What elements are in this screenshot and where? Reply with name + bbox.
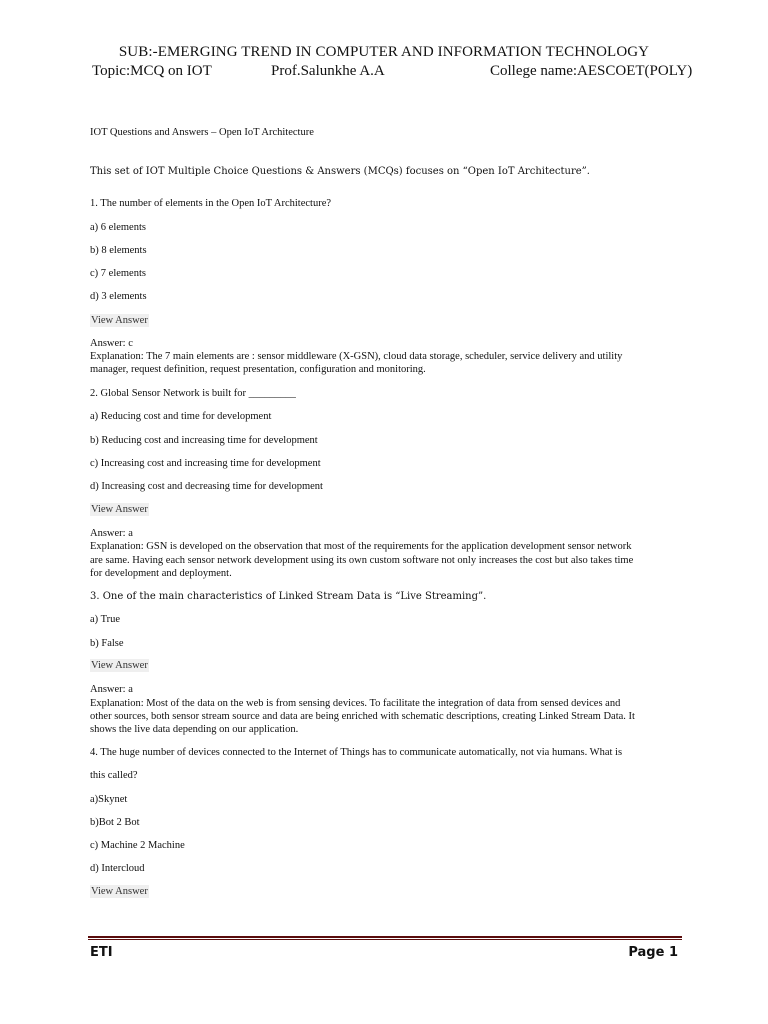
q3-explanation-line-3: shows the live data depending on our application. xyxy=(90,724,299,735)
question-3: 3. One of the main characteristics of Linked Stream Data is “Live Streaming”. xyxy=(90,591,487,602)
q2-option-a: a) Reducing cost and time for development xyxy=(90,411,272,422)
q2-explanation-line-2: are same. Having each sensor network development using its own custom software not only increases the cost but also takes time xyxy=(90,555,634,566)
question-4-line-2: this called? xyxy=(90,770,138,781)
q1-option-c: c) 7 elements xyxy=(90,268,146,279)
q1-option-a: a) 6 elements xyxy=(90,222,146,233)
q3-explanation-line-2: other sources, both sensor stream source and data are being enriched with schematic descriptions, creating Linked Stream Data. It xyxy=(90,711,635,722)
intro-title: IOT Questions and Answers – Open IoT Architecture xyxy=(90,127,314,138)
q4-option-d: d) Intercloud xyxy=(90,863,145,874)
question-4-line-1: 4. The huge number of devices connected to the Internet of Things has to communicate automatically, not via humans. What is xyxy=(90,747,623,758)
q1-explanation-line-2: manager, request definition, request presentation, configuration and monitoring. xyxy=(90,364,426,375)
q3-option-b: b) False xyxy=(90,638,124,649)
q4-option-b: b)Bot 2 Bot xyxy=(90,817,140,828)
footer-rule xyxy=(88,936,682,938)
college-label: College name:AESCOET(POLY) xyxy=(490,63,693,79)
intro-description: This set of IOT Multiple Choice Questions & Answers (MCQs) focuses on “Open IoT Architecture”. xyxy=(90,166,590,177)
question-2: 2. Global Sensor Network is built for _________ xyxy=(90,388,296,399)
q3-option-a: a) True xyxy=(90,614,121,625)
q4-view-answer-button[interactable]: View Answer xyxy=(91,886,148,897)
topic-label: Topic:MCQ on IOT xyxy=(92,63,212,79)
q1-option-d: d) 3 elements xyxy=(90,291,147,302)
q1-explanation-line-1: Explanation: The 7 main elements are : sensor middleware (X-GSN), cloud data storage, scheduler, service delivery and utility xyxy=(90,351,623,362)
q1-answer: Answer: c xyxy=(90,338,133,349)
q2-answer: Answer: a xyxy=(90,528,133,539)
footer-rule-thin xyxy=(88,939,682,940)
q3-answer: Answer: a xyxy=(90,684,133,695)
q1-option-b: b) 8 elements xyxy=(90,245,147,256)
q1-view-answer-button[interactable]: View Answer xyxy=(91,315,148,326)
q4-option-c: c) Machine 2 Machine xyxy=(90,840,185,851)
q4-option-a: a)Skynet xyxy=(90,794,128,805)
q2-explanation-line-3: for development and deployment. xyxy=(90,568,232,579)
q2-option-b: b) Reducing cost and increasing time for development xyxy=(90,435,318,446)
q2-option-d: d) Increasing cost and decreasing time for development xyxy=(90,481,323,492)
q3-explanation-line-1: Explanation: Most of the data on the web is from sensing devices. To facilitate the integration of data from sensed devices and xyxy=(90,698,621,709)
question-1: 1. The number of elements in the Open IoT Architecture? xyxy=(90,198,332,209)
q2-view-answer-button[interactable]: View Answer xyxy=(91,504,148,515)
q2-explanation-line-1: Explanation: GSN is developed on the observation that most of the requirements for the application development sensor network xyxy=(90,541,632,552)
subject-heading: SUB:-EMERGING TREND IN COMPUTER AND INFORMATION TECHNOLOGY xyxy=(118,44,650,60)
q3-view-answer-button[interactable]: View Answer xyxy=(91,660,148,671)
page-number: Page 1 xyxy=(628,945,678,960)
footer-left-text: ETI xyxy=(90,945,113,960)
q2-option-c: c) Increasing cost and increasing time for development xyxy=(90,458,321,469)
professor-label: Prof.Salunkhe A.A xyxy=(271,63,385,79)
